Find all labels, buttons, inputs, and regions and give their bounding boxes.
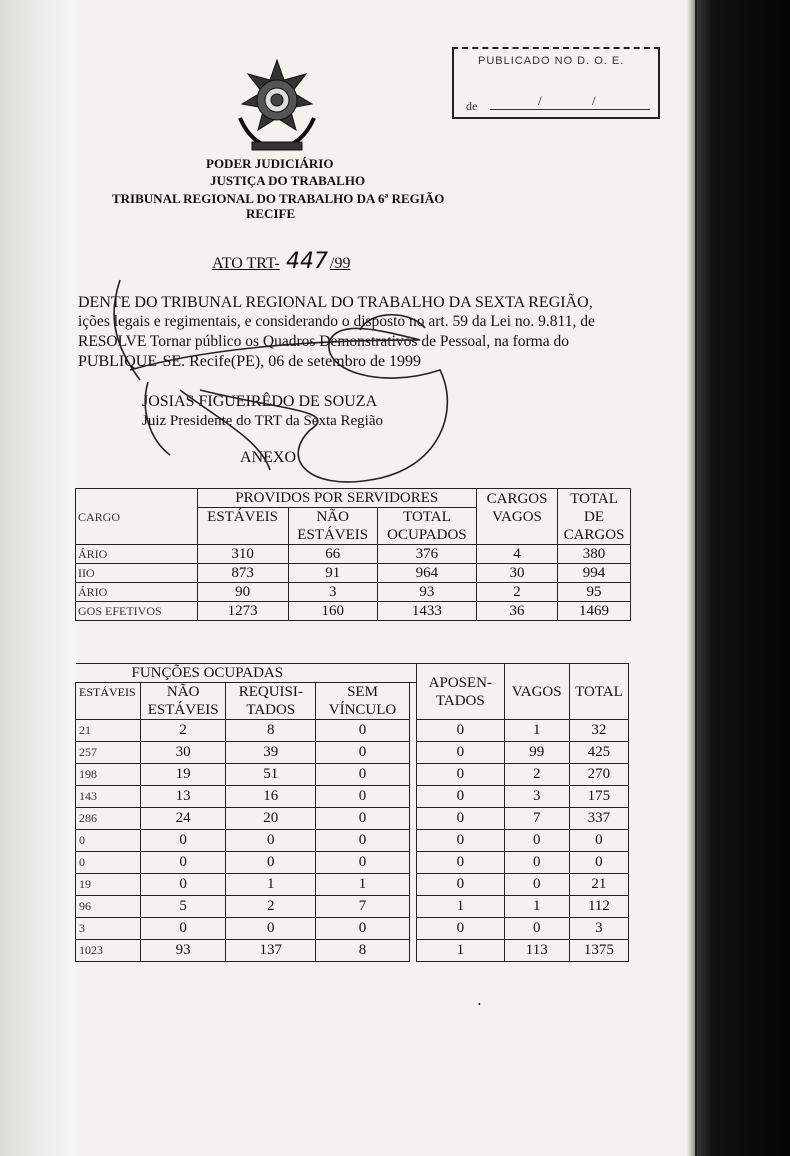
- cell-total: 32: [569, 720, 628, 742]
- cell-nao-estaveis: 5: [140, 896, 226, 918]
- cell-aposentados: 0: [417, 852, 505, 874]
- cell-nao-estaveis: 24: [140, 808, 226, 830]
- annex-heading: ANEXO: [240, 449, 296, 466]
- cell-requisitados: 137: [226, 940, 316, 962]
- cell-requisitados: 0: [226, 830, 316, 852]
- cell-nao-estaveis: 2: [140, 720, 226, 742]
- header-total-cargos-l3: CARGOS: [563, 526, 625, 543]
- header-nao-estaveis-l1: NÃO: [166, 684, 200, 700]
- header-nao-estaveis-l2: ESTÁVEIS: [297, 527, 369, 543]
- cell-nao-estaveis: 0: [140, 830, 226, 852]
- header-cargos-vagos: [477, 489, 558, 545]
- cell-total: 1469: [558, 602, 631, 621]
- row-label: ÁRIO: [76, 545, 198, 564]
- header-total-ocupados-l1: TOTAL: [403, 509, 451, 525]
- cell-sem-vinculo: 0: [316, 830, 410, 852]
- stamp-date-line: [490, 109, 650, 110]
- cell-aposentados: 0: [417, 786, 505, 808]
- table-row: [76, 896, 629, 918]
- cell-vagos: 3: [504, 786, 569, 808]
- body-line-3: RESOLVE Tornar público os Quadros Demonstrativos de Pessoal, na forma do: [78, 333, 569, 350]
- table-row: [76, 545, 631, 564]
- row-label: ÁRIO: [76, 583, 198, 602]
- cell-vagos: 1: [504, 720, 569, 742]
- spacer-cell: [409, 940, 416, 962]
- body-line-1: DENTE DO TRIBUNAL REGIONAL DO TRABALHO DA SEXTA REGIÃO,: [78, 294, 593, 311]
- cell-aposentados: 0: [417, 742, 505, 764]
- cell-vagos: 0: [504, 852, 569, 874]
- body-line-2: ições legais e regimentais, e considerando o disposto no art. 59 da Lei no. 9.811, de: [78, 313, 595, 330]
- cell-sem-vinculo: 0: [316, 808, 410, 830]
- cell-total: 95: [558, 583, 631, 602]
- header-requisitados-l2: TADOS: [246, 702, 296, 718]
- cell-vagos: 0: [504, 830, 569, 852]
- cell-estaveis: 3: [76, 918, 141, 940]
- cell-sem-vinculo: 0: [316, 764, 410, 786]
- cell-vagos: 30: [477, 564, 558, 583]
- header-sem-vinculo-l2: VÍNCULO: [328, 702, 397, 718]
- cell-estaveis: 0: [76, 830, 141, 852]
- cell-estaveis: 310: [197, 545, 288, 564]
- header-total-cargos: [558, 489, 631, 545]
- stamp-date-prefix: de: [466, 99, 478, 113]
- spacer-cell: [409, 852, 416, 874]
- cell-total: 1375: [569, 940, 628, 962]
- table-header-row: [76, 664, 629, 683]
- cell-nao-estaveis: 0: [140, 918, 226, 940]
- spacer-cell: [409, 918, 416, 940]
- cell-nao-estaveis: 66: [288, 545, 377, 564]
- header-total-cargos-l2: DE: [584, 508, 605, 525]
- cell-vagos: 4: [477, 545, 558, 564]
- signature-role: Juiz Presidente do TRT da Sexta Região: [142, 413, 384, 429]
- table-funcoes: [75, 663, 629, 962]
- cell-vagos: 113: [504, 940, 569, 962]
- cell-total-ocupados: 376: [377, 545, 476, 564]
- header-nao-estaveis-l2: ESTÁVEIS: [147, 702, 219, 718]
- cell-vagos: 7: [504, 808, 569, 830]
- header-total-cargos-l1: TOTAL: [570, 490, 618, 507]
- act-title: ATO TRT-: [212, 255, 280, 272]
- header-justica-trabalho: JUSTIÇA DO TRABALHO: [210, 173, 366, 188]
- cell-requisitados: 2: [226, 896, 316, 918]
- table-row: [76, 940, 629, 962]
- header-estaveis: ESTÁVEIS: [197, 508, 288, 545]
- header-nao-estaveis: [140, 683, 226, 720]
- cell-estaveis: 96: [76, 896, 141, 918]
- cell-total-ocupados: 964: [377, 564, 476, 583]
- stamp-slash: /: [592, 93, 596, 108]
- cell-aposentados: 0: [417, 764, 505, 786]
- table-row: [76, 764, 629, 786]
- cell-nao-estaveis: 93: [140, 940, 226, 962]
- cell-sem-vinculo: 0: [316, 720, 410, 742]
- cell-requisitados: 16: [226, 786, 316, 808]
- header-nao-estaveis: [288, 508, 377, 545]
- cell-sem-vinculo: 7: [316, 896, 410, 918]
- table-row-total: [76, 602, 631, 621]
- cell-vagos: 99: [504, 742, 569, 764]
- act-number-handwritten: 447: [286, 249, 328, 274]
- cell-sem-vinculo: 0: [316, 852, 410, 874]
- header-recife: RECIFE: [246, 206, 296, 221]
- cell-sem-vinculo: 8: [316, 940, 410, 962]
- header-tribunal: TRIBUNAL REGIONAL DO TRABALHO DA 6ª REGIÃO: [112, 191, 445, 206]
- table-header-row: [76, 489, 631, 508]
- table-row: [76, 918, 629, 940]
- table-row: [76, 583, 631, 602]
- cell-total: 425: [569, 742, 628, 764]
- spacer-cell: [409, 830, 416, 852]
- header-requisitados-l1: REQUISI-: [238, 684, 303, 700]
- table-row: [76, 720, 629, 742]
- header-aposentados-l1: APOSEN-: [428, 674, 492, 691]
- cell-aposentados: 1: [417, 896, 505, 918]
- cell-total: 0: [569, 852, 628, 874]
- spacer-cell: [409, 874, 416, 896]
- table-row: [76, 830, 629, 852]
- cell-nao-estaveis: 19: [140, 764, 226, 786]
- header-providos: PROVIDOS POR SERVIDORES: [197, 489, 477, 508]
- header-poder-judiciario: PODER JUDICIÁRIO: [206, 156, 334, 171]
- cell-total: 337: [569, 808, 628, 830]
- table-cargos: [75, 488, 631, 621]
- row-label: IIO: [76, 564, 198, 583]
- cell-nao-estaveis: 3: [288, 583, 377, 602]
- header-total: TOTAL: [569, 664, 628, 720]
- header-vagos: VAGOS: [504, 664, 569, 720]
- body-line-4: PUBLIQUE-SE. Recife(PE), 06 de setembro de 1999: [78, 353, 422, 370]
- cell-aposentados: 0: [417, 808, 505, 830]
- cell-sem-vinculo: 0: [316, 786, 410, 808]
- cell-estaveis: 1273: [197, 602, 288, 621]
- cell-vagos: 2: [504, 764, 569, 786]
- cell-vagos: 2: [477, 583, 558, 602]
- cell-nao-estaveis: 0: [140, 874, 226, 896]
- table-row: [76, 786, 629, 808]
- stray-mark: •: [478, 1000, 481, 1009]
- cell-total: 175: [569, 786, 628, 808]
- cell-total: 994: [558, 564, 631, 583]
- cell-total-ocupados: 1433: [377, 602, 476, 621]
- cell-sem-vinculo: 1: [316, 874, 410, 896]
- cell-sem-vinculo: 0: [316, 918, 410, 940]
- cell-estaveis: 257: [76, 742, 141, 764]
- table-row: [76, 564, 631, 583]
- table2-body: [76, 720, 629, 962]
- cell-nao-estaveis: 13: [140, 786, 226, 808]
- signature-name: JOSIAS FIGUEIRÊDO DE SOUZA: [142, 393, 378, 410]
- cell-estaveis: 21: [76, 720, 141, 742]
- header-estaveis: ESTÁVEIS: [76, 683, 141, 720]
- cell-total: 380: [558, 545, 631, 564]
- cell-estaveis: 198: [76, 764, 141, 786]
- cell-sem-vinculo: 0: [316, 742, 410, 764]
- spacer-cell: [409, 896, 416, 918]
- header-requisitados: [226, 683, 316, 720]
- cell-vagos: 36: [477, 602, 558, 621]
- cell-vagos: 1: [504, 896, 569, 918]
- stamp-slash: /: [538, 93, 542, 108]
- header-aposentados: [417, 664, 505, 720]
- table-row: [76, 874, 629, 896]
- cell-requisitados: 0: [226, 918, 316, 940]
- row-label: GOS EFETIVOS: [76, 602, 198, 621]
- cell-vagos: 0: [504, 918, 569, 940]
- header-funcoes: FUNÇÕES OCUPADAS: [76, 664, 417, 683]
- header-aposentados-l2: TADOS: [435, 692, 485, 709]
- header-sem-vinculo: [316, 683, 410, 720]
- spacer-cell: [409, 808, 416, 830]
- spacer-cell: [409, 683, 416, 720]
- cell-requisitados: 0: [226, 852, 316, 874]
- header-cargo: CARGO: [76, 489, 198, 545]
- cell-aposentados: 1: [417, 940, 505, 962]
- cell-total: 0: [569, 830, 628, 852]
- cell-aposentados: 0: [417, 918, 505, 940]
- cell-total: 21: [569, 874, 628, 896]
- cell-nao-estaveis: 91: [288, 564, 377, 583]
- scan-dark-edge: [695, 0, 790, 1156]
- header-nao-estaveis-l1: NÃO: [316, 509, 349, 525]
- cell-nao-estaveis: 0: [140, 852, 226, 874]
- cell-requisitados: 20: [226, 808, 316, 830]
- cell-aposentados: 0: [417, 720, 505, 742]
- header-sem-vinculo-l1: SEM: [347, 684, 378, 700]
- cell-requisitados: 39: [226, 742, 316, 764]
- cell-total: 3: [569, 918, 628, 940]
- cell-estaveis: 873: [197, 564, 288, 583]
- table-row: [76, 742, 629, 764]
- cell-aposentados: 0: [417, 830, 505, 852]
- header-cargos-vagos-l1: CARGOS: [486, 490, 548, 507]
- stamp-title: PUBLICADO NO D. O. E.: [478, 55, 625, 67]
- cell-estaveis: 143: [76, 786, 141, 808]
- cell-estaveis: 1023: [76, 940, 141, 962]
- scan-left-margin: [0, 0, 76, 1156]
- spacer-cell: [409, 764, 416, 786]
- cell-nao-estaveis: 160: [288, 602, 377, 621]
- cell-requisitados: 8: [226, 720, 316, 742]
- spacer-cell: [409, 720, 416, 742]
- cell-nao-estaveis: 30: [140, 742, 226, 764]
- spacer-cell: [409, 742, 416, 764]
- act-year: /99: [330, 255, 351, 272]
- table-row: [76, 808, 629, 830]
- header-total-ocupados-l2: OCUPADOS: [387, 527, 467, 543]
- header-cargos-vagos-l2: VAGOS: [492, 508, 542, 525]
- cell-requisitados: 1: [226, 874, 316, 896]
- cell-estaveis: 19: [76, 874, 141, 896]
- cell-estaveis: 90: [197, 583, 288, 602]
- cell-vagos: 0: [504, 874, 569, 896]
- publication-stamp: [452, 47, 660, 119]
- cell-requisitados: 51: [226, 764, 316, 786]
- coat-of-arms-emblem: [222, 58, 332, 158]
- cell-estaveis: 0: [76, 852, 141, 874]
- cell-total: 270: [569, 764, 628, 786]
- cell-total: 112: [569, 896, 628, 918]
- table-row: [76, 852, 629, 874]
- cell-estaveis: 286: [76, 808, 141, 830]
- cell-total-ocupados: 93: [377, 583, 476, 602]
- cell-aposentados: 0: [417, 874, 505, 896]
- spacer-cell: [409, 786, 416, 808]
- header-total-ocupados: [377, 508, 476, 545]
